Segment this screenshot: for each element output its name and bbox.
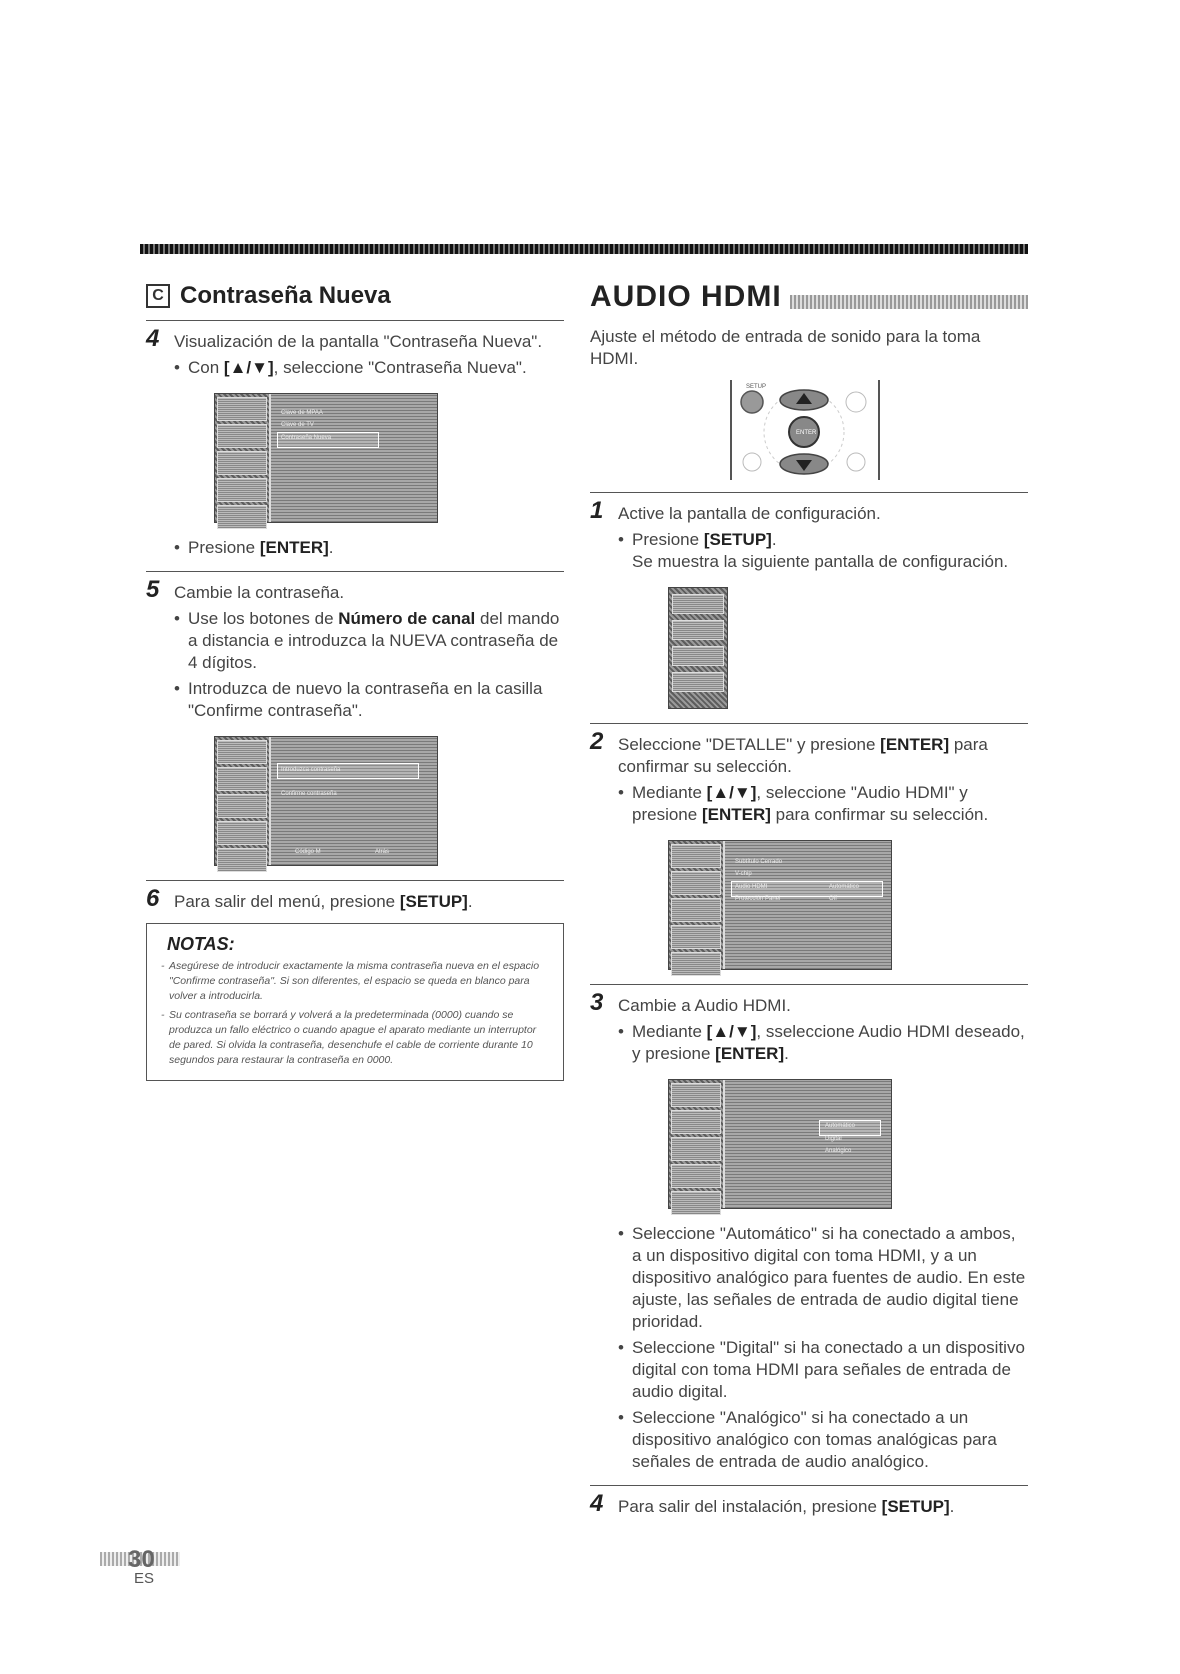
- step-2-bullet: [618, 782, 1028, 826]
- note-item: - Asegúrese de introducir exactamente la misma contraseña nueva en el espacio "Confirme contraseña". Si son diferentes, el espacio se queda en blanco para volver a introducirla.: [161, 959, 549, 1004]
- divider: [590, 723, 1028, 724]
- note-item: - Su contraseña se borrará y volverá a la predeterminada (0000) cuando se produzca un fallo eléctrico o cuando apague el aparato mediante un interruptor de pared. Si olvida la contraseña, desenchufe el cable de corriente durante 10 segundos para restaurar la contraseña en 0000.: [161, 1008, 549, 1068]
- menu-item: Audio HDMI: [735, 884, 768, 890]
- press-enter: [174, 537, 564, 559]
- remote-label-enter: ENTER: [796, 430, 817, 436]
- menu-tab: [671, 1191, 721, 1215]
- menu-tab: [217, 451, 267, 475]
- menu-tab: [672, 646, 724, 666]
- menu-tab: [217, 505, 267, 529]
- divider: [590, 1485, 1028, 1486]
- key-label: [ENTER]: [880, 735, 950, 754]
- menu-item: Clave de TV: [281, 422, 314, 428]
- key-label: [ENTER]: [259, 538, 329, 557]
- menu-option: Analógico: [825, 1148, 852, 1154]
- page-language: ES: [134, 1570, 155, 1587]
- notes-title: NOTAS:: [167, 934, 235, 954]
- divider: [590, 984, 1028, 985]
- menu-tab: [217, 424, 267, 448]
- menu-sidebar: [669, 1080, 725, 1208]
- menu-sidebar: [215, 394, 271, 522]
- menu-footer: Atrás: [375, 849, 390, 855]
- menu-item: Confirme contraseña: [281, 791, 337, 797]
- text: .: [467, 892, 473, 911]
- right-column: [590, 282, 1028, 1518]
- menu-tab: [217, 740, 267, 764]
- key-label: [ENTER]: [715, 1044, 785, 1063]
- option-automatico: • Seleccione "Automático" si ha conectado a ambos, a un dispositivo digital con toma HDMI, y a un dispositivo analógico para fuentes de audio. En este ajuste, las señales de entrada de audio digital tiene prioridad.: [618, 1223, 1028, 1333]
- text: .: [328, 538, 334, 557]
- section-heading: [146, 282, 564, 321]
- button-outline-icon: [846, 392, 866, 412]
- key-label: [SETUP]: [703, 530, 772, 549]
- menu-sidebar: [215, 737, 271, 865]
- text: .: [771, 530, 777, 549]
- top-divider-bar: [140, 244, 1028, 254]
- text: Presione: [188, 538, 260, 557]
- option-digital: • Seleccione "Digital" si ha conectado a un dispositivo digital con toma HDMI para señales de entrada de audio digital.: [618, 1337, 1028, 1403]
- text: .: [949, 1497, 955, 1516]
- step-number: 5: [146, 576, 160, 603]
- detail-menu-screenshot: [668, 840, 892, 970]
- menu-item: Introduzca contraseña: [281, 767, 341, 773]
- menu-tab: [671, 1137, 721, 1161]
- menu-value: Automático: [829, 884, 860, 890]
- menu-option: Digital: [825, 1136, 842, 1142]
- section-heading: [590, 282, 1028, 312]
- remote-label-setup: SETUP: [746, 384, 767, 390]
- step-text: Cambie la contraseña.: [174, 583, 345, 602]
- step-text: Active la pantalla de configuración.: [618, 504, 881, 523]
- section-letter-box: C: [146, 284, 170, 308]
- menu-tab: [217, 397, 267, 421]
- step-text: Visualización de la pantalla "Contraseña Nueva".: [174, 332, 543, 351]
- text: Para salir del menú, presione: [174, 892, 400, 911]
- step-6: [146, 885, 564, 913]
- menu-tab: [217, 767, 267, 791]
- setup-menu-screenshot: [668, 587, 728, 709]
- menu-item: Protección Panel: [735, 896, 781, 902]
- key-label: [ENTER]: [701, 805, 771, 824]
- text: Para salir del instalación, presione: [618, 1497, 882, 1516]
- menu-option: Automático: [825, 1123, 856, 1129]
- page-number: 30: [128, 1546, 155, 1573]
- step-4-bullet: [174, 357, 564, 379]
- text: Use los botones de: [188, 609, 339, 628]
- text: Mediante: [632, 783, 707, 802]
- menu-item: Contraseña Nueva: [281, 435, 332, 441]
- text: Se muestra la siguiente pantalla de configuración.: [632, 552, 1009, 571]
- menu-item: Clave de MPAA: [281, 410, 323, 416]
- step-4: [590, 1490, 1028, 1518]
- key-label: [SETUP]: [399, 892, 468, 911]
- text: para confirmar su selección.: [770, 805, 989, 824]
- text: , seleccione "Audio HDMI" y presione: [632, 783, 968, 824]
- menu-tab: [671, 1110, 721, 1134]
- key-label: [▲/▼]: [223, 358, 274, 377]
- heading-stripe: [790, 295, 1028, 309]
- menu-screenshot-1: [214, 393, 438, 523]
- divider: [590, 492, 1028, 493]
- step-5-bullet-1: [174, 608, 564, 674]
- menu-tab: [671, 871, 721, 895]
- step-1-bullet: [618, 529, 1028, 573]
- menu-value: Off: [829, 896, 837, 902]
- menu-tab: [672, 620, 724, 640]
- menu-tab: [217, 478, 267, 502]
- button-outline-icon: [847, 453, 865, 471]
- remote-control-illustration: [730, 380, 880, 480]
- text: , seleccione "Contraseña Nueva".: [273, 358, 527, 377]
- step-4: [146, 325, 564, 353]
- step-number: 2: [590, 728, 604, 755]
- menu-footer: Código M: [295, 849, 321, 855]
- menu-tab: [671, 952, 721, 976]
- step-text: Cambie a Audio HDMI.: [618, 996, 791, 1015]
- section-title: Contraseña Nueva: [180, 282, 391, 309]
- section-title: AUDIO HDMI: [590, 280, 782, 313]
- step-5-bullet-2: • Introduzca de nuevo la contraseña en la casilla "Confirme contraseña".: [174, 678, 564, 722]
- key-label: [▲/▼]: [706, 1022, 757, 1041]
- text: Seleccione "DETALLE" y presione: [618, 735, 881, 754]
- step-number: 3: [590, 989, 604, 1016]
- remote-svg: [732, 380, 878, 480]
- step-1: [590, 497, 1028, 525]
- step-3: [590, 989, 1028, 1017]
- text: , sseleccione Audio HDMI deseado, y presione: [632, 1022, 1025, 1063]
- step-3-bullet: [618, 1021, 1028, 1065]
- text: para confirmar su selección.: [618, 735, 988, 776]
- menu-sidebar: [669, 841, 725, 969]
- menu-item: Subtítulo Cerrado: [735, 859, 783, 865]
- divider: [146, 571, 564, 572]
- key-label: [SETUP]: [881, 1497, 950, 1516]
- left-column: [146, 282, 564, 1081]
- step-5: [146, 576, 564, 604]
- text: Con: [188, 358, 224, 377]
- notes-box: [146, 923, 564, 1081]
- divider: [146, 880, 564, 881]
- intro-text: Ajuste el método de entrada de sonido para la toma HDMI.: [590, 327, 981, 368]
- menu-tab: [672, 594, 724, 614]
- menu-tab: [671, 1164, 721, 1188]
- audio-hdmi-menu-screenshot: [668, 1079, 892, 1209]
- text: Mediante: [632, 1022, 707, 1041]
- menu-tab: [217, 848, 267, 872]
- menu-tab: [671, 925, 721, 949]
- menu-tab: [217, 794, 267, 818]
- step-number: 4: [590, 1490, 604, 1517]
- menu-tab: [672, 672, 724, 692]
- menu-tab: [671, 844, 721, 868]
- text: Presione: [632, 530, 704, 549]
- step-number: 6: [146, 885, 160, 912]
- setup-button-icon: [741, 391, 763, 413]
- option-analogico: • Seleccione "Analógico" si ha conectado a un dispositivo analógico con tomas analógicas para señales de entrada de audio analógico.: [618, 1407, 1028, 1473]
- key-label: [▲/▼]: [706, 783, 757, 802]
- menu-item: V-chip: [735, 871, 752, 877]
- button-outline-icon: [743, 453, 761, 471]
- menu-screenshot-2: [214, 736, 438, 866]
- text: del mando a distancia e introduzca la NUEVA contraseña de 4 dígitos.: [188, 609, 560, 672]
- step-number: 4: [146, 325, 160, 352]
- menu-tab: [671, 898, 721, 922]
- menu-tab: [217, 821, 267, 845]
- text: .: [784, 1044, 789, 1063]
- bold-text: Número de canal: [338, 609, 476, 628]
- menu-tab: [671, 1083, 721, 1107]
- step-2: [590, 728, 1028, 778]
- step-number: 1: [590, 497, 604, 524]
